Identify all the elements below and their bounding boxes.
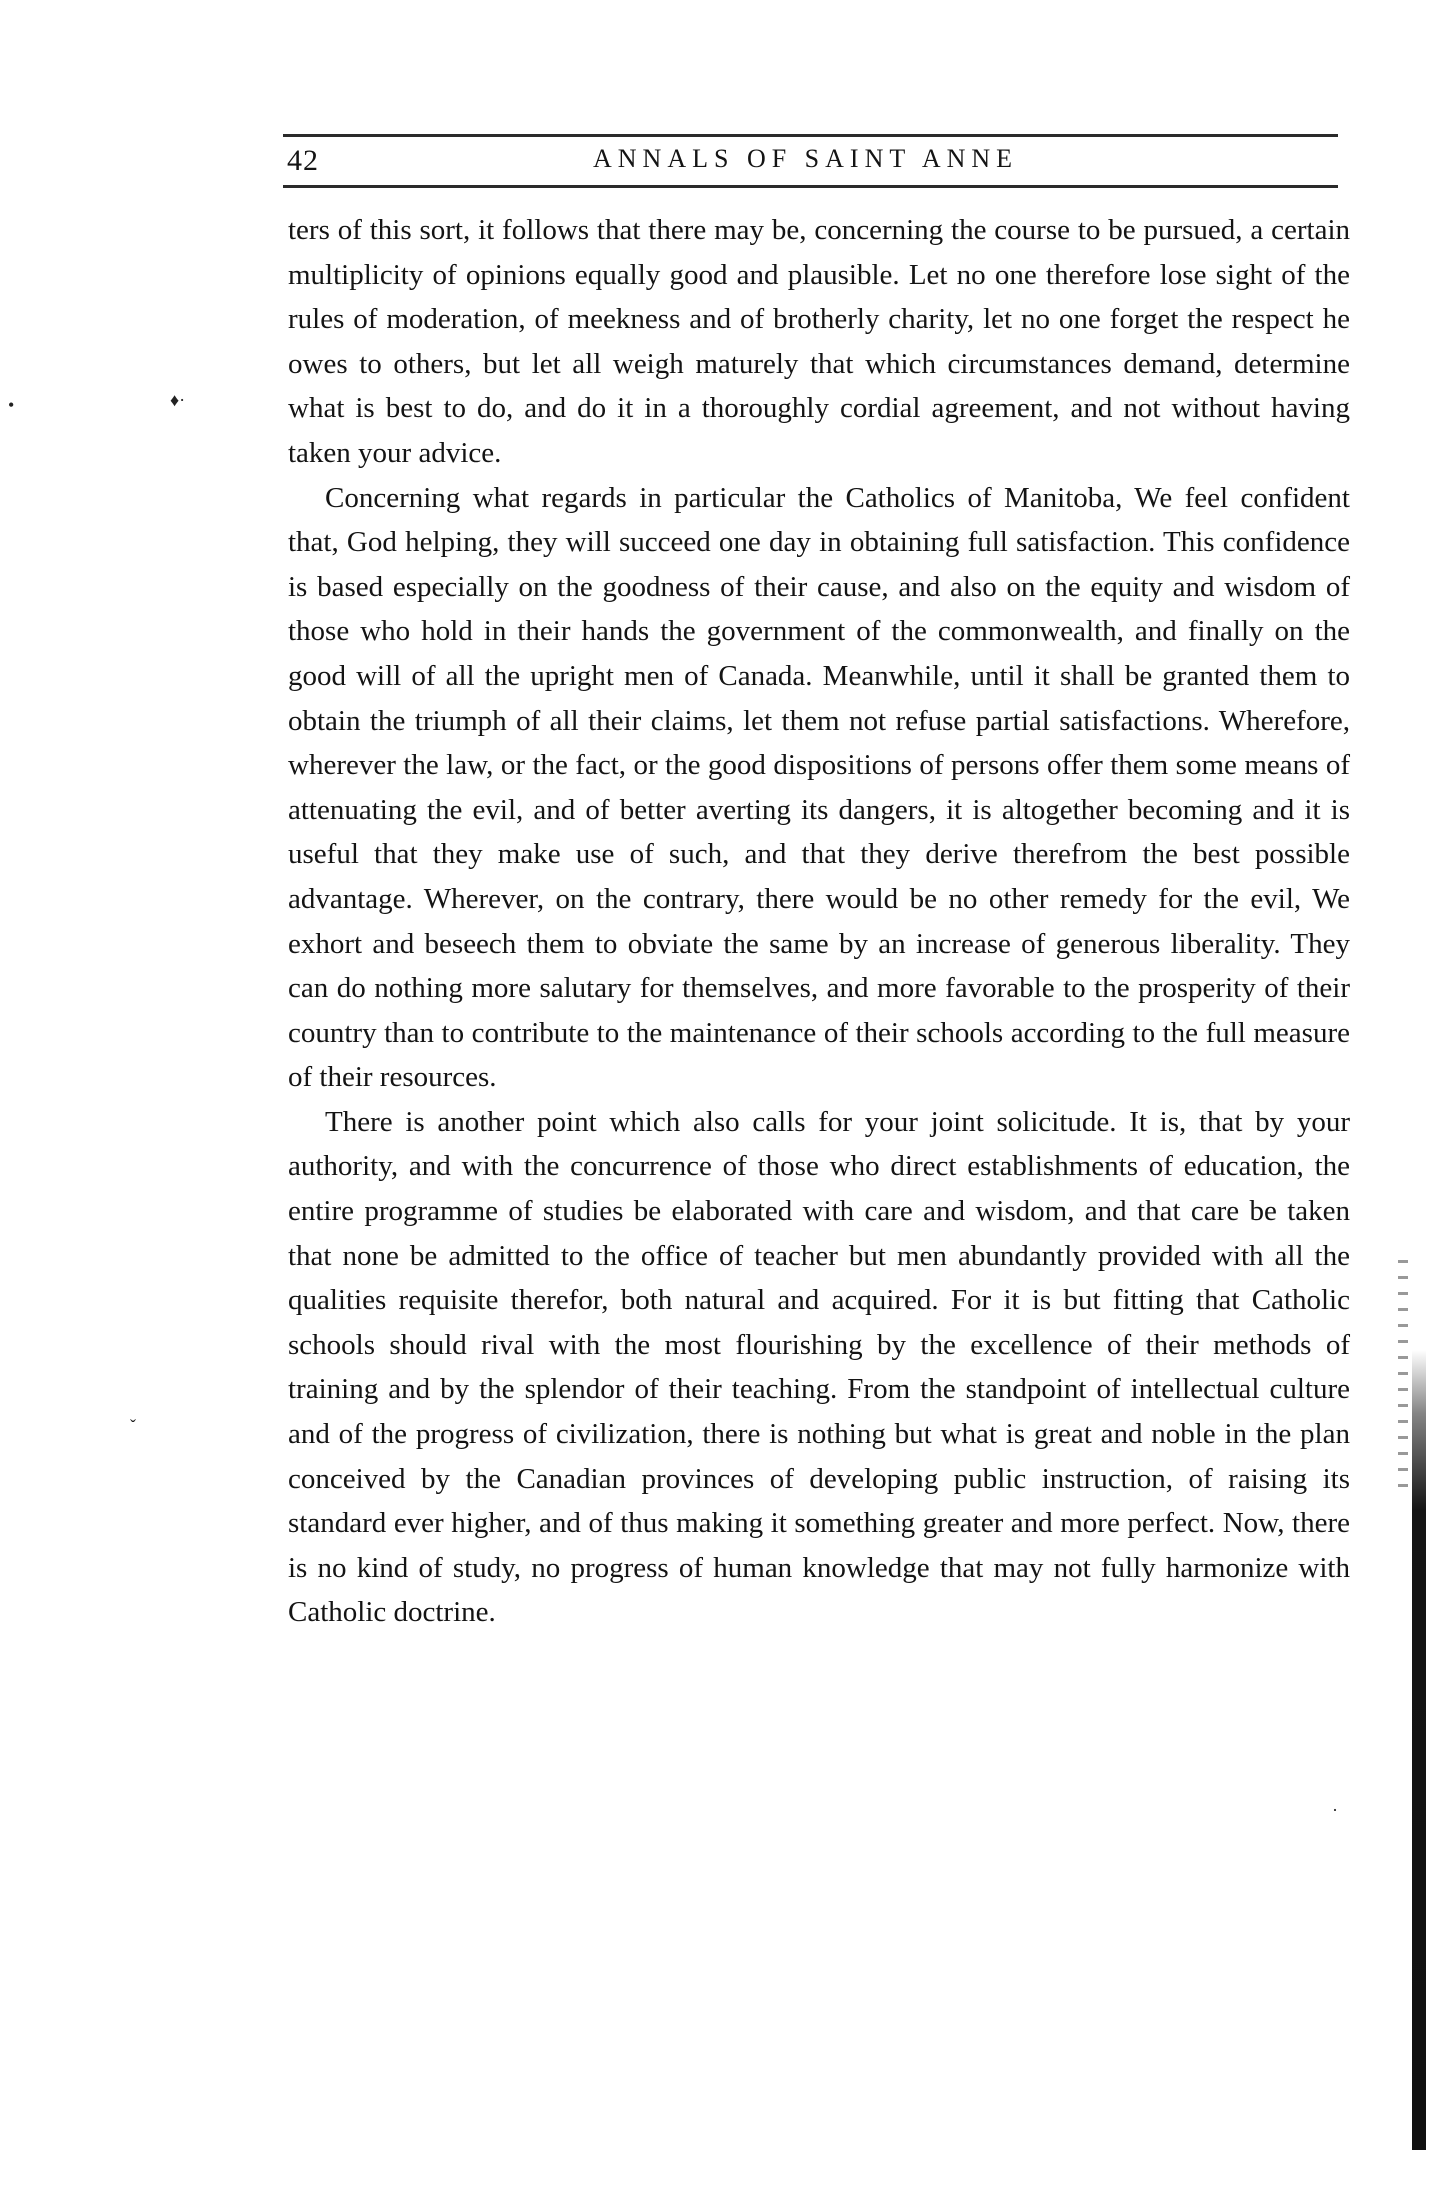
paragraph-programme-of-studies: There is another point which also calls for your joint solicitude. It is, that by your authority, and with the concurrence of those who direct establishments of education, the entire programme of studies be elaborated with care and wisdom, and that care be taken that none be admitted to the office of teacher but men abundantly provided with all the qualities requisite therefor, both natural and acquired. For it is but fitting that Catholic schools should rival with the most flourishing by the excellence of their methods of training and by the splendor of their teaching. From the standpoint of intellectual culture and of the progress of civilization, there is nothing but what is great and noble in the plan conceived by the Canadian provinces of developing public instruction, of raising its standard ever higher, and of thus making it something greater and more perfect. Now, there is no kind of study, no progress of human knowledge that may not fully harmonize with Catholic doctrine. <box>288 1105 1350 1629</box>
header-rule-bottom <box>283 185 1338 188</box>
margin-dot-mark: • <box>8 395 15 415</box>
page-number: 42 <box>287 144 319 177</box>
margin-dash-mark: ˇ <box>130 1416 136 1436</box>
header-rule-top <box>283 134 1338 137</box>
scan-edge-flecks <box>1398 1260 1408 1500</box>
body-text <box>288 208 1350 1635</box>
margin-dot-mark-bottom: · <box>1332 1800 1338 1820</box>
paragraph-manitoba: Concerning what regards in particular the Catholics of Manitoba, We feel confident that, God helping, they will succeed one day in obtaining full satisfaction. This confidence is based especially on the goodness of their cause, and also on the equity and wisdom of those who hold in their hands the government of the commonwealth, and finally on the good will of all the upright men of Canada. Meanwhile, until it shall be granted them to obtain the triumph of all their claims, let them not refuse partial satisfactions. Wherefore, wherever the law, or the fact, or the good dispositions of persons offer them some means of attenuating the evil, and of better averting its dangers, it is altogether becoming and it is useful that they make use of such, and that they derive therefrom the best possible advantage. Wherever, on the contrary, there would be no other remedy for the evil, We exhort and beseech them to obviate the same by an increase of generous liberality. They can do nothing more salutary for themselves, and more favorable to the prosperity of their country than to contribute to the maintenance of their schools according to the full measure of their resources. <box>288 481 1350 1094</box>
margin-ink-mark: ♦· <box>170 390 186 410</box>
running-header <box>283 138 1338 182</box>
paragraph-continued: ters of this sort, it follows that there may be, concerning the course to be pursued, a certain multiplicity of opinions equally good and plausible. Let no one therefore lose sight of the rules of moderation, of meekness and of brotherly charity, let no one forget the respect he owes to others, but let all weigh maturely that which circumstances demand, determine what is best to do, and do it in a thoroughly cordial agreement, and not without having taken your advice. <box>288 214 1350 469</box>
running-title: ANNALS OF SAINT ANNE <box>593 144 1019 173</box>
scan-edge-shadow <box>1412 1350 1426 2150</box>
